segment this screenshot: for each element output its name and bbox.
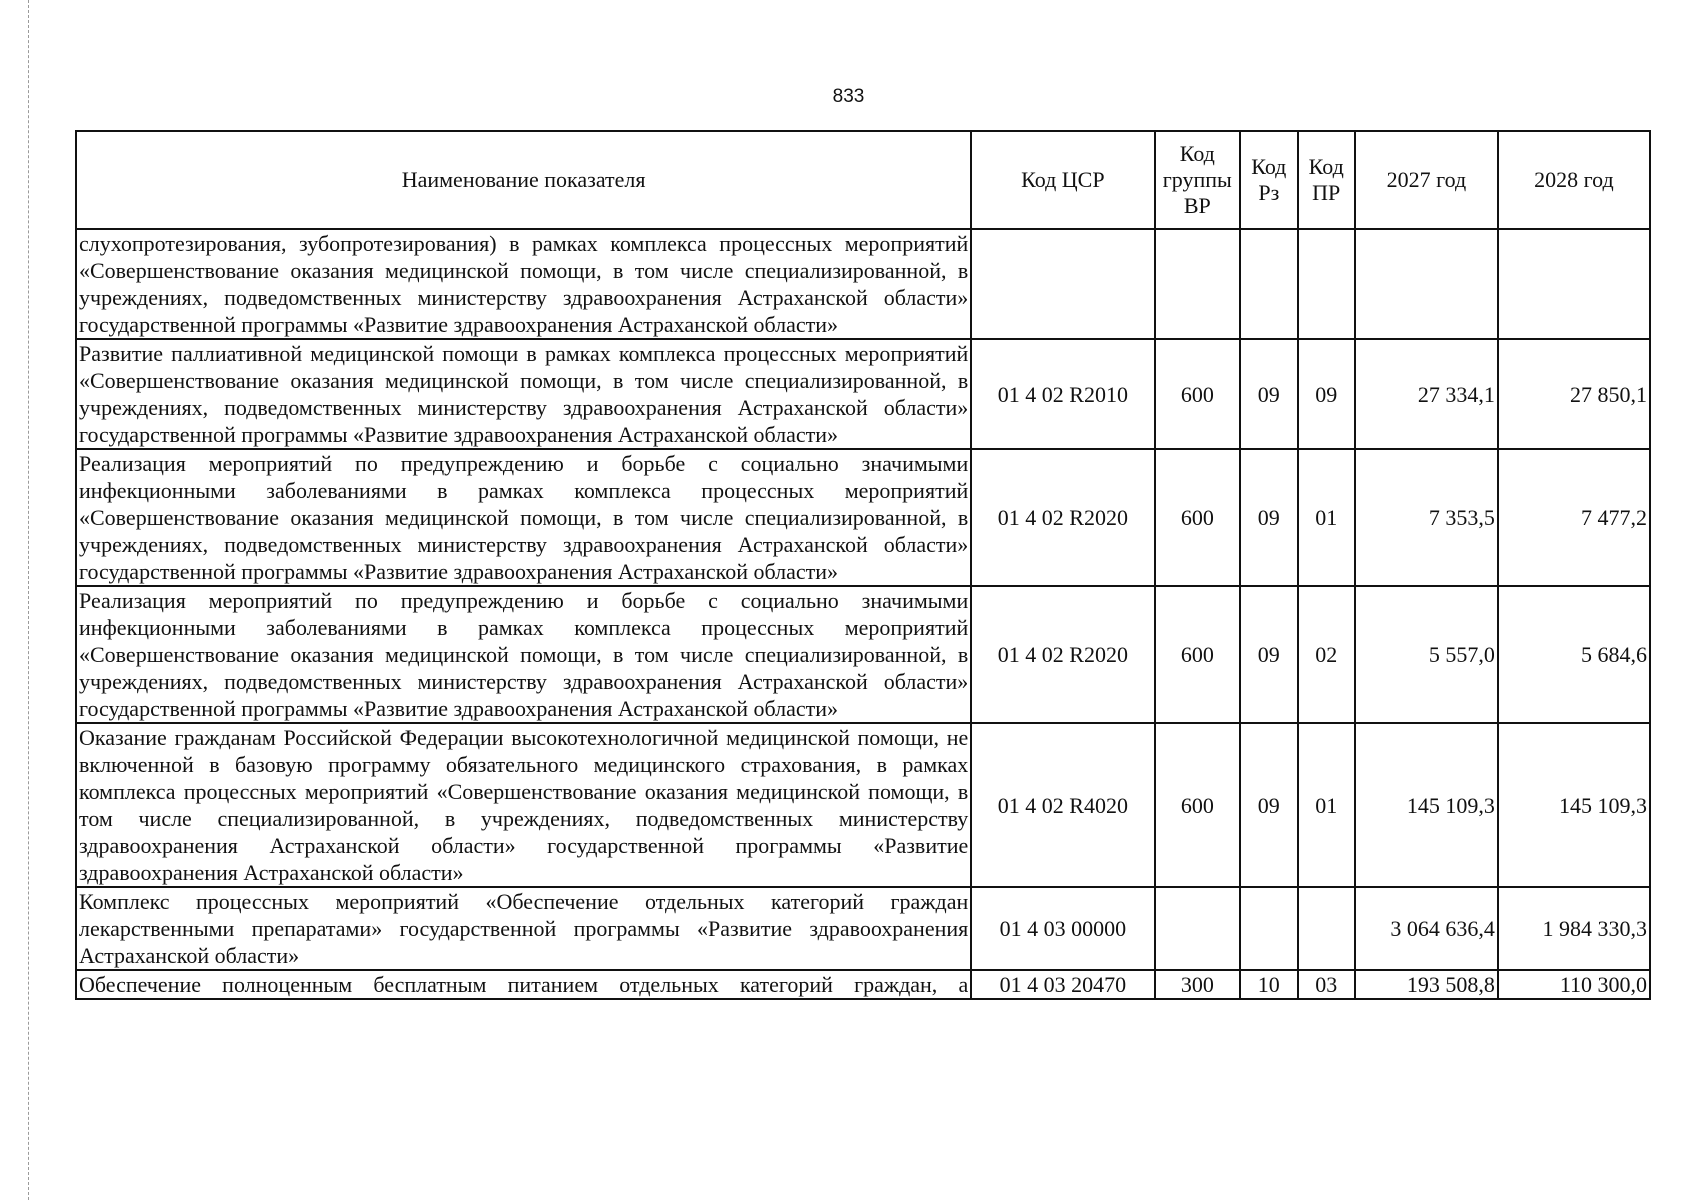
column-header-csr: Код ЦСР: [971, 131, 1154, 229]
table-row: [76, 449, 1650, 586]
amount-2028: 1 984 330,3: [1498, 887, 1650, 970]
vr-code: 600: [1155, 449, 1241, 586]
csr-code: 01 4 03 20470: [971, 970, 1154, 999]
budget-table: [75, 130, 1651, 1000]
amount-2027: 5 557,0: [1355, 586, 1498, 723]
amount-2028: 110 300,0: [1498, 970, 1650, 999]
column-header-pr: Код ПР: [1298, 131, 1355, 229]
vr-code: 600: [1155, 723, 1241, 887]
vr-code: [1155, 887, 1241, 970]
table-row: [76, 586, 1650, 723]
rz-code: 09: [1240, 339, 1297, 449]
vr-code: 600: [1155, 339, 1241, 449]
amount-2028: 7 477,2: [1498, 449, 1650, 586]
csr-code: 01 4 02 R2010: [971, 339, 1154, 449]
csr-code: 01 4 02 R2020: [971, 449, 1154, 586]
csr-code: 01 4 02 R4020: [971, 723, 1154, 887]
indicator-name: Реализация мероприятий по предупреждению и борьбе с социально значимыми инфекционными заболеваниями в рамках комплекса процессных мероприятий «Совершенствование оказания медицинской помощи, в том числе специализированной, в учреждениях, подведомственных министерству здравоохранения Астраханской области» государственной программы «Развитие здравоохранения Астраханской области»: [76, 449, 971, 586]
table-row: [76, 970, 1650, 999]
amount-2027: 27 334,1: [1355, 339, 1498, 449]
table-row: [76, 723, 1650, 887]
pr-code: [1298, 887, 1355, 970]
indicator-name: Реализация мероприятий по предупреждению и борьбе с социально значимыми инфекционными заболеваниями в рамках комплекса процессных мероприятий «Совершенствование оказания медицинской помощи, в том числе специализированной, в учреждениях, подведомственных министерству здравоохранения Астраханской области» государственной программы «Развитие здравоохранения Астраханской области»: [76, 586, 971, 723]
column-header-2027: 2027 год: [1355, 131, 1498, 229]
margin-rule: [28, 0, 29, 1200]
amount-2027: 7 353,5: [1355, 449, 1498, 586]
indicator-name: Комплекс процессных мероприятий «Обеспечение отдельных категорий граждан лекарственными препаратами» государственной программы «Развитие здравоохранения Астраханской области»: [76, 887, 971, 970]
rz-code: 09: [1240, 449, 1297, 586]
table-header-row: [76, 131, 1650, 229]
pr-code: 09: [1298, 339, 1355, 449]
column-header-vr: Код группы ВР: [1155, 131, 1241, 229]
table-row: [76, 339, 1650, 449]
column-header-2028: 2028 год: [1498, 131, 1650, 229]
table-row: [76, 887, 1650, 970]
rz-code: [1240, 887, 1297, 970]
amount-2028: 5 684,6: [1498, 586, 1650, 723]
vr-code: 300: [1155, 970, 1241, 999]
amount-2028: 27 850,1: [1498, 339, 1650, 449]
column-header-name: Наименование показателя: [76, 131, 971, 229]
pr-code: [1298, 229, 1355, 339]
rz-code: 09: [1240, 586, 1297, 723]
indicator-name: Развитие паллиативной медицинской помощи в рамках комплекса процессных мероприятий «Совершенствование оказания медицинской помощи, в том числе специализированной, в учреждениях, подведомственных министерству здравоохранения Астраханской области» государственной программы «Развитие здравоохранения Астраханской области»: [76, 339, 971, 449]
table-row: [76, 229, 1650, 339]
pr-code: 03: [1298, 970, 1355, 999]
amount-2027: 145 109,3: [1355, 723, 1498, 887]
amount-2027: [1355, 229, 1498, 339]
vr-code: 600: [1155, 586, 1241, 723]
page-number: 833: [832, 86, 865, 107]
rz-code: 10: [1240, 970, 1297, 999]
pr-code: 02: [1298, 586, 1355, 723]
pr-code: 01: [1298, 449, 1355, 586]
rz-code: [1240, 229, 1297, 339]
amount-2027: 3 064 636,4: [1355, 887, 1498, 970]
csr-code: 01 4 03 00000: [971, 887, 1154, 970]
indicator-name: Обеспечение полноценным бесплатным питанием отдельных категорий граждан, а: [76, 970, 971, 999]
indicator-name: Оказание гражданам Российской Федерации высокотехнологичной медицинской помощи, не включенной в базовую программу обязательного медицинского страхования, в рамках комплекса процессных мероприятий «Совершенствование оказания медицинской помощи, в том числе специализированной, в учреждениях, подведомственных министерству здравоохранения Астраханской области» государственной программы «Развитие здравоохранения Астраханской области»: [76, 723, 971, 887]
rz-code: 09: [1240, 723, 1297, 887]
amount-2027: 193 508,8: [1355, 970, 1498, 999]
amount-2028: [1498, 229, 1650, 339]
vr-code: [1155, 229, 1241, 339]
amount-2028: 145 109,3: [1498, 723, 1650, 887]
column-header-rz: Код Рз: [1240, 131, 1297, 229]
pr-code: 01: [1298, 723, 1355, 887]
indicator-name: слухопротезирования, зубопротезирования) в рамках комплекса процессных мероприятий «Совершенствование оказания медицинской помощи, в том числе специализированной, в учреждениях, подведомственных министерству здравоохранения Астраханской области» государственной программы «Развитие здравоохранения Астраханской области»: [76, 229, 971, 339]
csr-code: 01 4 02 R2020: [971, 586, 1154, 723]
csr-code: [971, 229, 1154, 339]
